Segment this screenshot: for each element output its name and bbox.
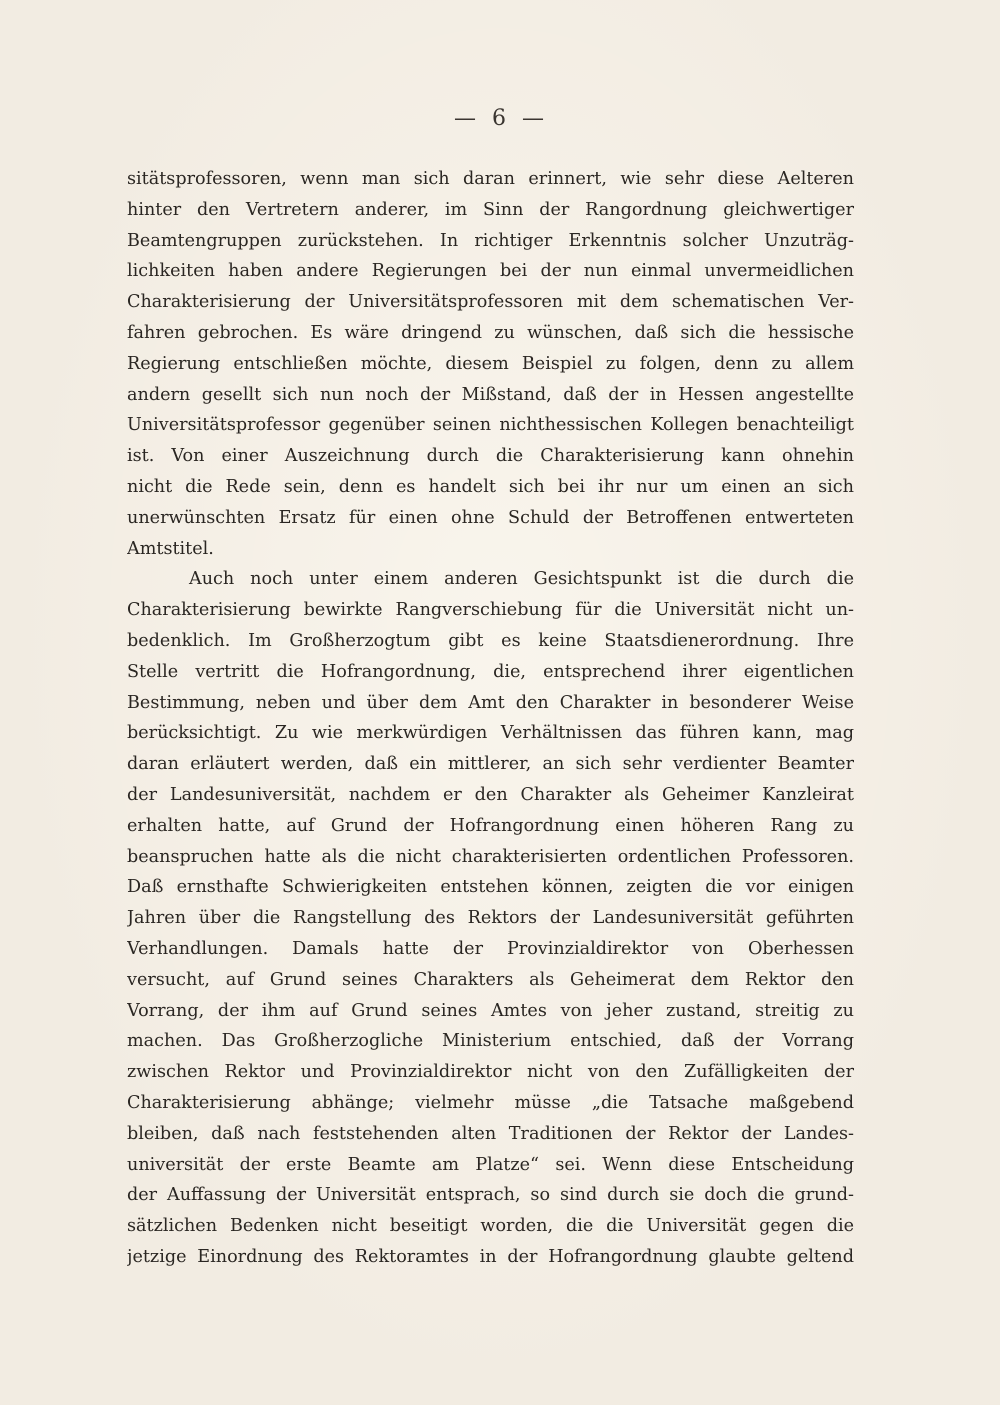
text-line: machen. Das Großherzogliche Ministerium entschied, daß der Vorrang — [127, 1031, 854, 1052]
paragraph-1 — [127, 164, 854, 564]
text-line: Amtstitel. — [127, 538, 214, 559]
text-line: berücksichtigt. Zu wie merkwürdigen Verhältnissen das führen kann, mag — [127, 723, 854, 744]
text-line: sitätsprofessoren, wenn man sich daran erinnert, wie sehr diese Aelteren — [127, 169, 854, 189]
text-line: Auch noch unter einem anderen Gesichtspunkt ist die durch die — [189, 569, 854, 590]
text-line: der Auffassung der Universität entsprach, so sind durch sie doch die grund- — [127, 1185, 854, 1206]
text-line: Charakterisierung der Universitätsprofessoren mit dem schematischen Ver- — [127, 292, 854, 313]
text-line: sätzlichen Bedenken nicht beseitigt worden, die die Universität gegen die — [127, 1216, 854, 1237]
text-line: unerwünschten Ersatz für einen ohne Schuld der Betroffenen entwerteten — [127, 507, 854, 528]
text-line: der Landesuniversität, nachdem er den Charakter als Geheimer Kanzleirat — [127, 784, 854, 805]
text-line: Daß ernsthafte Schwierigkeiten entstehen können, zeigten die vor einigen — [127, 877, 854, 898]
text-line: versucht, auf Grund seines Charakters als Geheimerat dem Rektor den — [127, 969, 854, 990]
text-line: jetzige Einordnung des Rektoramtes in der Hofrangordnung glaubte geltend — [127, 1246, 854, 1267]
text-line: Vorrang, der ihm auf Grund seines Amtes von jeher zustand, streitig zu — [127, 1000, 854, 1021]
text-line: beanspruchen hatte als die nicht charakterisierten ordentlichen Professoren. — [127, 846, 854, 867]
text-line: fahren gebrochen. Es wäre dringend zu wünschen, daß sich die hessische — [127, 322, 854, 343]
text-line: Stelle vertritt die Hofrangordnung, die, entsprechend ihrer eigentlichen — [127, 661, 854, 682]
text-line: andern gesellt sich nun noch der Mißstand, daß der in Hessen angestellte — [127, 384, 854, 405]
text-line: nicht die Rede sein, denn es handelt sich bei ihr nur um einen an sich — [127, 476, 854, 497]
text-line: ist. Von einer Auszeichnung durch die Charakterisierung kann ohnehin — [127, 446, 854, 467]
page-number — [0, 106, 1000, 131]
text-line: Bestimmung, neben und über dem Amt den Charakter in besonderer Weise — [127, 692, 854, 713]
text-line: Charakterisierung abhänge; vielmehr müsse „die Tatsache maßgebend — [127, 1092, 854, 1113]
text-line: Regierung entschließen möchte, diesem Beispiel zu folgen, denn zu allem — [127, 353, 854, 374]
page-number-value: 6 — [492, 106, 508, 131]
text-line: lichkeiten haben andere Regierungen bei der nun einmal unvermeidlichen — [127, 261, 854, 282]
text-line: Universitätsprofessor gegenüber seinen nichthessischen Kollegen benachteiligt — [127, 415, 854, 436]
paragraph-2 — [127, 564, 854, 1272]
text-line: bedenklich. Im Großherzogtum gibt es keine Staatsdienerordnung. Ihre — [127, 630, 854, 651]
text-line: bleiben, daß nach feststehenden alten Traditionen der Rektor der Landes- — [127, 1123, 854, 1144]
text-line: zwischen Rektor und Provinzialdirektor nicht von den Zufälligkeiten der — [127, 1062, 854, 1083]
text-line: erhalten hatte, auf Grund der Hofrangordnung einen höheren Rang zu — [127, 815, 854, 836]
page-number-dash-left: — — [454, 106, 478, 131]
text-line: Beamtengruppen zurückstehen. In richtiger Erkenntnis solcher Unzuträg- — [127, 230, 854, 251]
text-line: Verhandlungen. Damals hatte der Provinzialdirektor von Oberhessen — [127, 938, 854, 959]
text-line: daran erläutert werden, daß ein mittlerer, an sich sehr verdienter Beamter — [127, 754, 854, 775]
body-text — [127, 164, 854, 1273]
page-number-dash-right: — — [522, 106, 546, 131]
text-line: universität der erste Beamte am Platze“ sei. Wenn diese Entscheidung — [127, 1154, 854, 1175]
text-line: hinter den Vertretern anderer, im Sinn der Rangordnung gleichwertiger — [127, 199, 854, 220]
text-line: Jahren über die Rangstellung des Rektors der Landesuniversität geführten — [127, 908, 854, 929]
text-line: Charakterisierung bewirkte Rangverschiebung für die Universität nicht un- — [127, 600, 854, 621]
